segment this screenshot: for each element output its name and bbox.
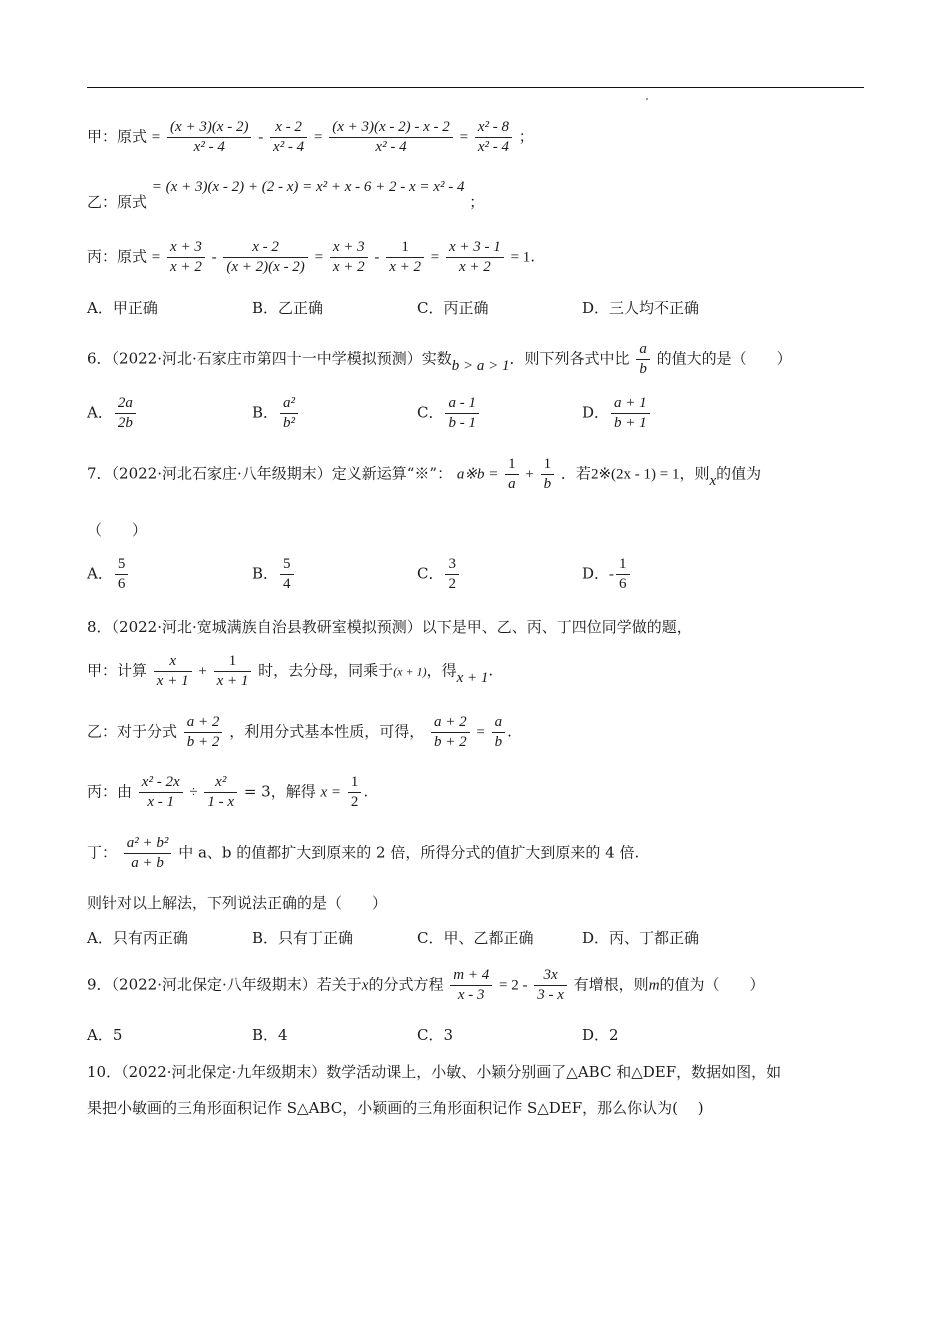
jia-frac-2: $\frac{x - 2}{\text{x² - 4}}$	[270, 118, 307, 157]
q8-bing: 丙：由 $\frac{\text{x² - 2x}}{x - 1}$ ÷ $\frac{\text{x²}}{1 - x}$ = 3，解得 x = $\frac{1}{2}$ .	[87, 774, 369, 810]
bing-label: 丙：原式	[87, 247, 148, 266]
q8-title: 8．（2022·河北·宽城满族自治县教研室模拟预测）以下是甲、乙、丙、丁四位同学做的题，	[87, 618, 692, 636]
q7-option-d[interactable]: D．- $\frac{1}{6}$	[582, 555, 747, 594]
q9-option-a[interactable]: A．5	[87, 1026, 123, 1044]
q8-option-c[interactable]: C．甲、乙都正确	[417, 929, 534, 947]
q6-stem: 6．（2022·河北·石家庄市第四十一中学模拟预测）实数b > a > 1．则下列各式中比 $\frac{a}{b}$ 的值大的是（ ）	[87, 341, 792, 377]
bing-frac-4: $\frac{1}{x + 2}$	[386, 238, 424, 277]
yi-line: 乙：原式 = (x + 3)(x - 2) + (2 - x) = x² + x - 6 + 2 - x = x² - 4 ；	[87, 179, 485, 211]
q7-paren: （ ）	[87, 521, 148, 539]
jia-frac-1: $\frac{(x + 3)(x - 2)}{\text{x² - 4}}$	[167, 118, 251, 157]
q5-options	[87, 298, 747, 318]
q8-option-d[interactable]: D．丙、丁都正确	[582, 929, 700, 947]
q7-option-a[interactable]: A． $\frac{5}{6}$	[87, 555, 252, 594]
yi-label: 乙：原式	[87, 193, 148, 211]
q8-ding: 丁： $\frac{\text{a² + b²}}{a + b}$ 中 a、b 的值都扩大到原来的 2 倍，所得分式的值扩大到原来的 4 倍.	[87, 835, 640, 871]
q5-option-a[interactable]: A．甲正确	[87, 299, 158, 317]
q8-jia: 甲：计算 $\frac{x}{x + 1}$ + $\frac{1}{x + 1}$ 时，去分母，同乘于(x + 1)，得x + 1.	[87, 653, 494, 689]
q10-line-2: 果把小敏画的三角形面积记作 S△ABC，小颖画的三角形面积记作 S△DEF，那么你认为( )	[87, 1099, 704, 1117]
q6-options	[87, 394, 747, 433]
q10-line-1: 10．（2022·河北保定·九年级期末）数学活动课上，小敏、小颖分别画了△ABC 和△DEF，数据如图，如	[87, 1063, 782, 1081]
q7-stem: 7．（2022·河北石家庄·八年级期末）定义新运算“※”： a※b = $\frac{1}{a}$ + $\frac{1}{b}$ ．若2※(2x - 1) = 1，则x的值为	[87, 456, 762, 492]
q5-option-b[interactable]: B．乙正确	[252, 299, 324, 317]
q6-option-b[interactable]: B． $\frac{\text{a²}}{\text{b²}}$	[252, 394, 417, 433]
q8-yi: 乙：对于分式 $\frac{a + 2}{b + 2}$ ，利用分式基本性质，可得， $\frac{a + 2}{b + 2}$ = $\frac{a}{b}$ .	[87, 714, 512, 750]
q5-option-c[interactable]: C．丙正确	[417, 299, 489, 317]
bing-line: 丙：原式 = $\frac{x + 3}{x + 2}$ - $\frac{x - 2}{(x + 2)(x - 2)}$ = $\frac{x + 3}{x + 2}$ - $\frac{1}{x + 2}$ = $\frac{x + 3 - 1}{x + 2}$ = 1.	[87, 239, 536, 275]
q8-option-b[interactable]: B．只有丁正确	[252, 929, 354, 947]
q8-question: 则针对以上解法，下列说法正确的是（ ）	[87, 894, 388, 912]
q6-option-c[interactable]: C． $\frac{a - 1}{b - 1}$	[417, 394, 582, 433]
q9-option-d[interactable]: D．2	[582, 1026, 619, 1044]
bing-frac-1: $\frac{x + 3}{x + 2}$	[167, 238, 205, 277]
bing-frac-5: $\frac{x + 3 - 1}{x + 2}$	[446, 238, 504, 277]
header-dot	[646, 98, 648, 100]
bing-frac-2: $\frac{x - 2}{(x + 2)(x - 2)}$	[223, 238, 307, 277]
q7-option-b[interactable]: B． $\frac{5}{4}$	[252, 555, 417, 594]
bing-frac-3: $\frac{x + 3}{x + 2}$	[330, 238, 368, 277]
q9-options	[87, 1025, 747, 1045]
q5-option-d[interactable]: D．三人均不正确	[582, 299, 700, 317]
q6-frac-a-over-b: $\frac{a}{b}$	[636, 340, 650, 379]
q7-frac-2: $\frac{1}{b}$	[541, 455, 555, 494]
q8-options	[87, 928, 747, 948]
q7-frac-1: $\frac{1}{a}$	[505, 455, 519, 494]
q8-option-a[interactable]: A．只有丙正确	[87, 929, 188, 947]
q9-option-c[interactable]: C．3	[417, 1026, 454, 1044]
jia-frac-4: $\frac{\text{x² - 8}}{\text{x² - 4}}$	[475, 118, 512, 157]
q7-options	[87, 555, 747, 594]
q7-option-c[interactable]: C． $\frac{3}{2}$	[417, 555, 582, 594]
header-rule	[87, 87, 864, 88]
q6-option-a[interactable]: A． $\frac{2a}{2b}$	[87, 394, 252, 433]
yi-expression: = (x + 3)(x - 2) + (2 - x) = x² + x - 6 + 2 - x = x² - 4	[151, 179, 465, 195]
q6-option-d[interactable]: D． $\frac{a + 1}{b + 1}$	[582, 394, 747, 433]
jia-line: 甲：原式 = $\frac{(x + 3)(x - 2)}{\text{x² - 4}}$ - $\frac{x - 2}{\text{x² - 4}}$ = $\frac{(x + 3)(x - 2) - x - 2}{\text{x² - 4}}$ = $\frac{\text{x² - 8}}{\text{x² - 4}}$ ；	[87, 119, 534, 155]
jia-frac-3: $\frac{(x + 3)(x - 2) - x - 2}{\text{x² - 4}}$	[329, 118, 453, 157]
q9-option-b[interactable]: B．4	[252, 1026, 288, 1044]
jia-label: 甲：原式	[87, 127, 148, 146]
q9-stem: 9．（2022·河北保定·八年级期末）若关于x的分式方程 $\frac{m + 4}{x - 3}$ = 2 - $\frac{3x}{3 - x}$ 有增根，则m的值为（ ）	[87, 967, 765, 1003]
